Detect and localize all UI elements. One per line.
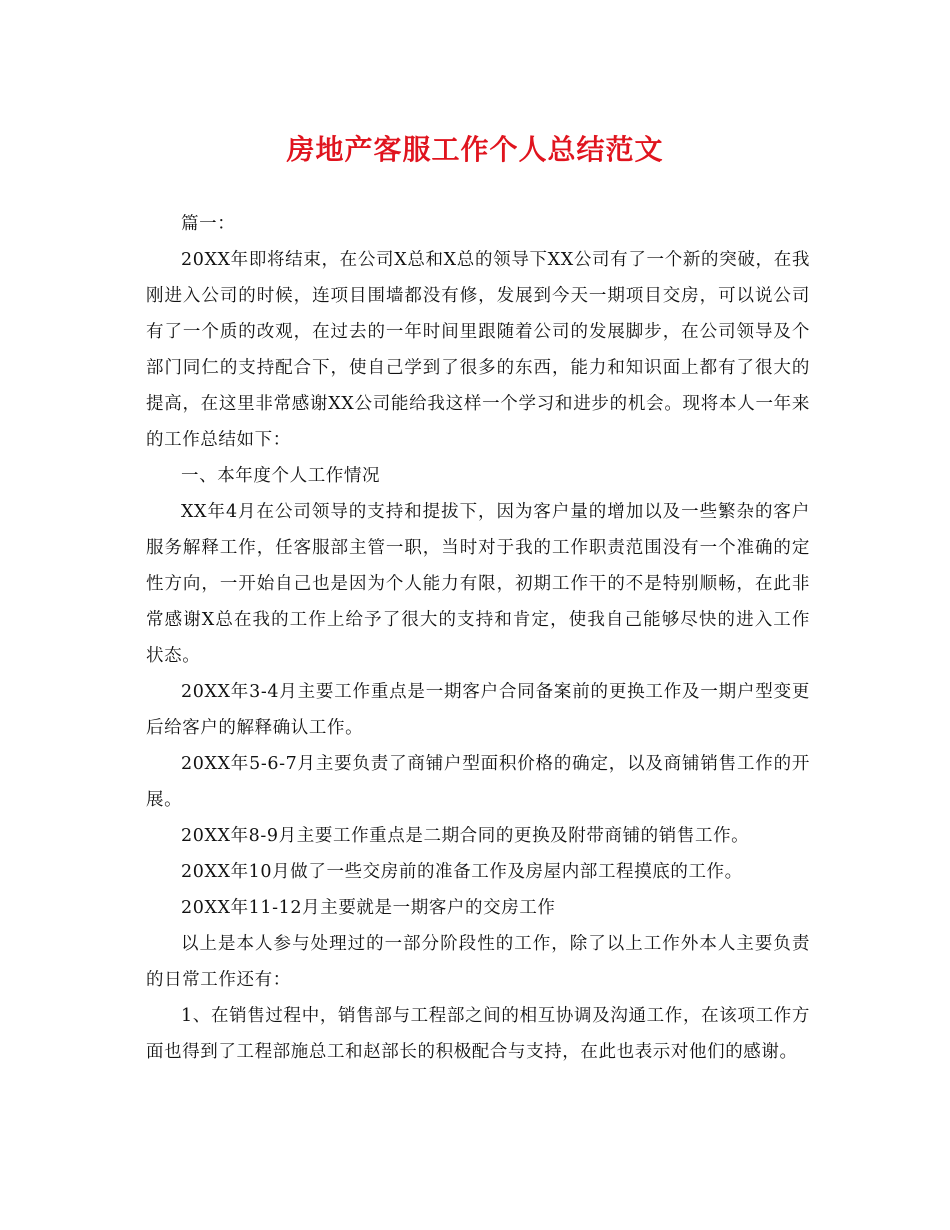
- paragraph-nov-dec: 20XX年11-12月主要就是一期客户的交房工作: [181, 898, 556, 918]
- paragraph-march-april: 20XX年3-4月主要工作重点是一期客户合同备案前的更换工作及一期户型变更后给客户的解释确认工作。: [146, 682, 810, 738]
- paragraph-section-label: 篇一：: [181, 214, 236, 234]
- paragraph-promotion: XX年4月在公司领导的支持和提拔下，因为客户量的增加以及一些繁杂的客户服务解释工作，任客服部主管一职，当时对于我的工作职责范围没有一个准确的定性方向，一开始自己也是因为个人能力有限，初期工作干的不是特别顺畅，在此非常感谢X总在我的工作上给予了很大的支持和肯定，使我自己能够尽快的进入工作状态。: [146, 502, 810, 666]
- paragraph-intro: 20XX年即将结束，在公司X总和X总的领导下XX公司有了一个新的突破，在我刚进入公司的时候，连项目围墙都没有修，发展到今天一期项目交房，可以说公司有了一个质的改观，在过去的一年时间里跟随着公司的发展脚步，在公司领导及个部门同仁的支持配合下，使自己学到了很多的东西，能力和知识面上都有了很大的提高，在这里非常感谢XX公司能给我这样一个学习和进步的机会。现将本人一年来的工作总结如下：: [146, 250, 810, 450]
- paragraph-heading-work-status: 一、本年度个人工作情况: [181, 466, 381, 486]
- paragraph-item-1: 1、在销售过程中，销售部与工程部之间的相互协调及沟通工作，在该项工作方面也得到了工程部施总工和赵部长的积极配合与支持，在此也表示对他们的感谢。: [146, 1006, 810, 1062]
- document-body: [146, 206, 810, 1070]
- paragraph-october: 20XX年10月做了一些交房前的准备工作及房屋内部工程摸底的工作。: [181, 862, 743, 882]
- paragraph-aug-sep: 20XX年8-9月主要工作重点是二期合同的更换及附带商铺的销售工作。: [181, 826, 750, 846]
- paragraph-may-july: 20XX年5-6-7月主要负责了商铺户型面积价格的确定，以及商铺销售工作的开展。: [146, 754, 810, 810]
- document-title: 房地产客服工作个人总结范文: [286, 133, 664, 166]
- paragraph-daily-work: 以上是本人参与处理过的一部分阶段性的工作，除了以上工作外本人主要负责的日常工作还有：: [146, 934, 810, 990]
